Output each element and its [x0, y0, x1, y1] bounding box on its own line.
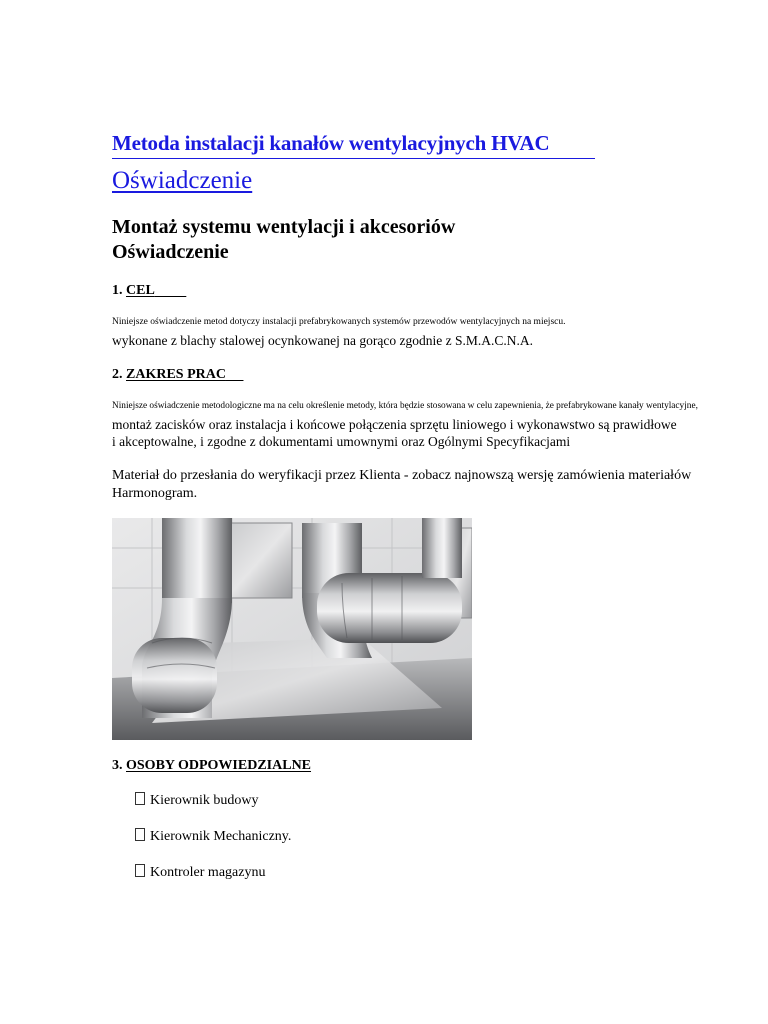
main-heading [112, 215, 512, 265]
section-1-text: wykonane z blachy stalowej ocynkowanej na gorąco zgodnie z S.M.A.C.N.A. [112, 333, 534, 348]
section-2-text-line2: i akceptowalne, i zgodne z dokumentami umownymi oraz Ogólnymi Specyfikacjami [112, 434, 571, 449]
main-heading-line1: Montaż systemu wentylacji i akcesoriów [112, 216, 456, 238]
list-item [135, 864, 265, 881]
section-1-heading [112, 283, 186, 299]
section-2-heading [112, 367, 243, 383]
section-2-text-line1: montaż zacisków oraz instalacja i końcowe połączenia sprzętu liniowego i wykonawstwo są prawidłowe [112, 417, 677, 432]
section-2-underline-pad [226, 367, 244, 382]
checkbox-icon [135, 864, 145, 877]
list-item-label: Kontroler magazynu [150, 865, 266, 880]
section-3-heading [112, 758, 311, 774]
checkbox-icon [135, 828, 145, 841]
section-1-fine-text: Niniejsze oświadczenie metod dotyczy instalacji prefabrykowanych systemów przewodów wentylacyjnych na miejscu. [112, 317, 566, 327]
section-1-label: CEL [126, 283, 155, 298]
list-item-label: Kierownik Mechaniczny. [150, 829, 292, 844]
section-3-number: 3. [112, 758, 126, 773]
title-underline [112, 158, 595, 159]
section-1-number: 1. [112, 283, 126, 298]
material-line1: Materiał do przesłania do weryfikacji przez Klienta - zobacz najnowszą wersję zamówienia materiałów [112, 468, 692, 483]
section-2-label: ZAKRES PRAC [126, 367, 226, 382]
list-item [135, 828, 291, 845]
hvac-ducts-photo [112, 518, 472, 740]
section-1-underline-pad [155, 283, 187, 298]
main-heading-line2: Oświadczenie [112, 241, 229, 263]
document-subtitle-link[interactable]: Oświadczenie [112, 167, 253, 194]
material-line2: Harmonogram. [112, 486, 198, 501]
section-2-number: 2. [112, 367, 126, 382]
list-item [135, 792, 259, 809]
checkbox-icon [135, 792, 145, 805]
section-3-label: OSOBY ODPOWIEDZIALNE [126, 758, 312, 773]
section-2-fine-text: Niniejsze oświadczenie metodologiczne ma na celu określenie metody, która będzie stosowana w celu zapewnienia, że prefabrykowane kanały wentylacyjne, [112, 401, 698, 411]
document-title-link[interactable]: Metoda instalacji kanałów wentylacyjnych HVAC [112, 131, 550, 155]
list-item-label: Kierownik budowy [150, 793, 259, 808]
